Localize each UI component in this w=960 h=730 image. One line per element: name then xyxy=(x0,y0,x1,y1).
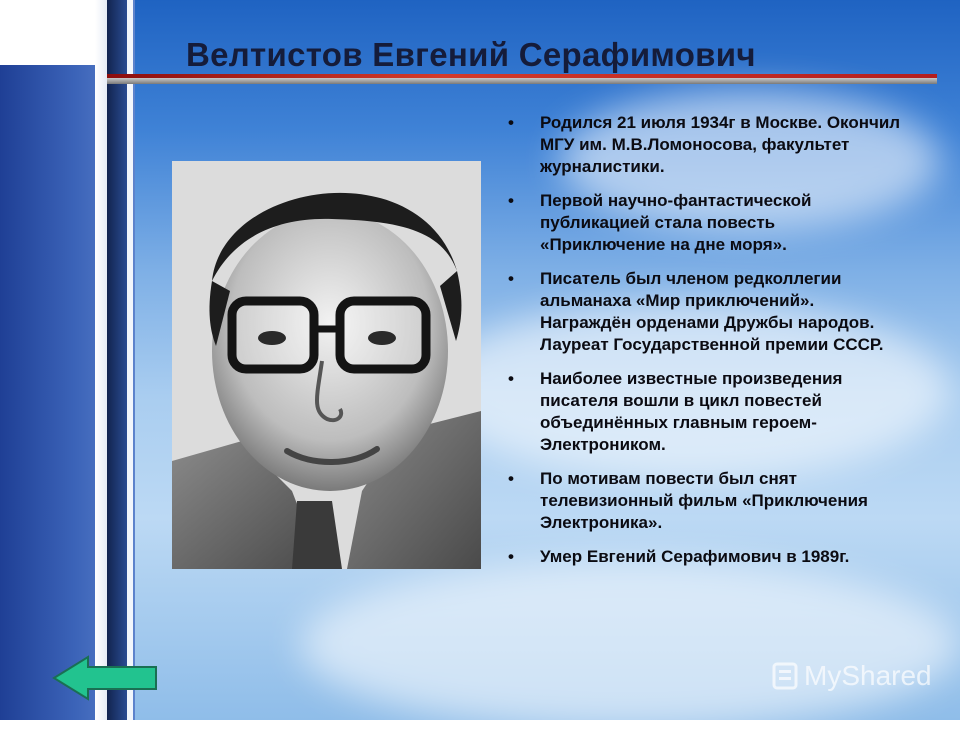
title-underline-grey xyxy=(107,78,937,84)
left-decor-edge-stripe xyxy=(127,0,133,720)
portrait-image xyxy=(172,161,481,569)
watermark xyxy=(772,660,932,692)
left-decor-white-stripe xyxy=(95,0,107,720)
back-button[interactable] xyxy=(52,655,158,701)
watermark-logo-icon xyxy=(772,662,798,690)
back-arrow-icon xyxy=(52,655,158,701)
list-item: • Наиболее известные произведения писателя вошли в цикл повестей объединённых главным героем- Электроником. xyxy=(505,368,905,456)
list-item: • По мотивам повести был снят телевизионный фильм «Приключения Электроника». xyxy=(505,468,905,534)
list-item: • Первой научно-фантастической публикацией стала повесть «Приключение на дне моря». xyxy=(505,190,905,256)
list-item: • Родился 21 июля 1934г в Москве. Окончил МГУ им. М.В.Ломоносова, факультет журналистики. xyxy=(505,112,905,178)
bullet-list xyxy=(505,112,905,580)
watermark-text: MyShared xyxy=(804,660,932,691)
slide-title: Велтистов Евгений Серафимович xyxy=(186,36,756,73)
list-item: • Писатель был членом редколлегии альманаха «Мир приключений». Награждён орденами Дружбы народов. Лауреат Государственной премии СССР. xyxy=(505,268,905,356)
list-item: • Умер Евгений Серафимович в 1989г. xyxy=(505,546,905,568)
cloud xyxy=(300,560,960,730)
left-decor-dark-stripe xyxy=(107,0,127,720)
portrait-photo xyxy=(172,161,481,569)
left-decor-white-block xyxy=(0,0,100,65)
